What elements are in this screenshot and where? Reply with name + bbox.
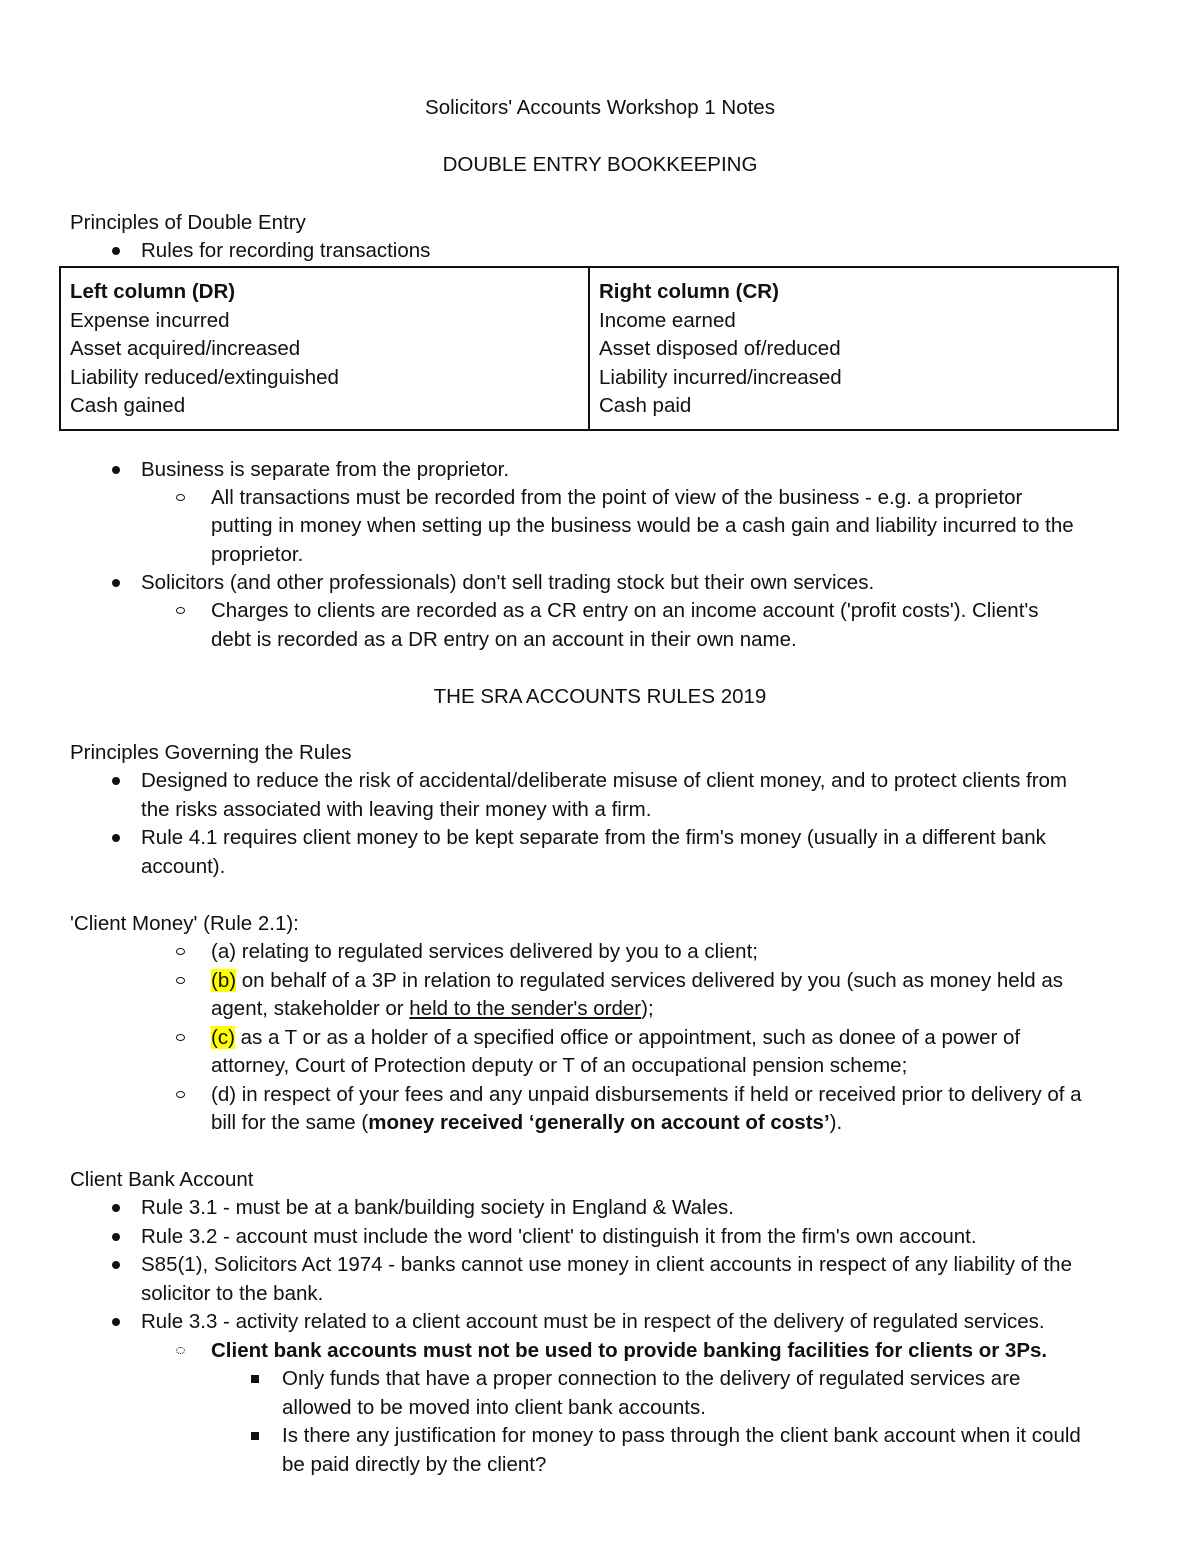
client-money-c-line1 <box>211 1024 1020 1053</box>
bullet-disc <box>112 466 120 474</box>
bullet-circle <box>176 1091 185 1098</box>
client-money-d-line1: (d) in respect of your fees and any unpaid disbursements if held or received prior to delivery of a <box>211 1083 1082 1106</box>
bullet-circle <box>176 977 185 984</box>
right-row: Income earned <box>599 308 736 332</box>
client-money-d-line2 <box>211 1109 842 1138</box>
right-column-cell <box>589 267 1118 430</box>
section-heading-double-entry: DOUBLE ENTRY BOOKKEEPING <box>442 153 758 176</box>
bullet-rule32: Rule 3.2 - account must include the word 'client' to distinguish it from the firm's own account. <box>141 1225 977 1248</box>
left-column-header: Left column (DR) <box>70 280 236 303</box>
section-heading-sra-rules: THE SRA ACCOUNTS RULES 2019 <box>433 685 767 708</box>
bullet-square <box>251 1375 259 1383</box>
subsub-only-funds-line1: Only funds that have a proper connection to the delivery of regulated services are <box>282 1367 1021 1390</box>
bullet-s85-line2: solicitor to the bank. <box>141 1282 324 1305</box>
subsub-only-funds-line2: allowed to be moved into client bank accounts. <box>282 1396 706 1419</box>
client-money-b-line1 <box>211 967 1063 996</box>
left-column-cell <box>60 267 589 430</box>
bullet-square <box>251 1432 259 1440</box>
bullet-designed-line1: Designed to reduce the risk of accidental/deliberate misuse of client money, and to protect clients from <box>141 769 1068 792</box>
subsub-justification-line2: be paid directly by the client? <box>282 1453 547 1476</box>
right-column-header: Right column (CR) <box>599 280 779 303</box>
left-row: Liability reduced/extinguished <box>70 365 339 389</box>
bullet-disc <box>112 1261 120 1269</box>
bullet-disc <box>112 834 120 842</box>
subbullet-charges-line1: Charges to clients are recorded as a CR entry on an income account ('profit costs'). Client's <box>211 599 1039 622</box>
highlight-b: (b) <box>211 969 237 992</box>
left-row: Cash gained <box>70 394 186 417</box>
bullet-business-separate: Business is separate from the proprietor. <box>141 458 510 481</box>
client-money-c-line2: attorney, Court of Protection deputy or T of an occupational pension scheme; <box>211 1054 908 1077</box>
bank-account-heading: Client Bank Account <box>70 1168 254 1191</box>
client-money-b-line2 <box>211 995 654 1024</box>
right-row: Cash paid <box>599 394 692 417</box>
client-money-d-suffix: ). <box>829 1111 843 1134</box>
bullet-designed-line2: the risks associated with leaving their money with a firm. <box>141 798 652 821</box>
subbullet-all-transactions-line1: All transactions must be recorded from the point of view of the business - e.g. a proprietor <box>211 486 1023 509</box>
left-row: Asset acquired/increased <box>70 337 301 360</box>
bullet-circle <box>176 948 185 955</box>
client-money-b-suffix: ); <box>641 997 654 1020</box>
document-title: Solicitors' Accounts Workshop 1 Notes <box>425 96 775 119</box>
subbullet-all-transactions-line2: putting in money when setting up the business would be a cash gain and liability incurred to the <box>211 514 1074 537</box>
bullet-disc <box>112 1318 120 1326</box>
client-money-d-prefix: bill for the same ( <box>211 1111 369 1134</box>
bullet-disc <box>112 1233 120 1241</box>
client-money-a: (a) relating to regulated services delivered by you to a client; <box>211 940 758 963</box>
bullet-disc <box>112 579 120 587</box>
rules-bullet-text: Rules for recording transactions <box>141 239 431 262</box>
bullet-disc <box>112 777 120 785</box>
client-money-c-text: as a T or as a holder of a specified office or appointment, such as donee of a power of <box>234 1026 1021 1049</box>
bullet-rule33: Rule 3.3 - activity related to a client account must be in respect of the delivery of regulated services. <box>141 1310 1045 1333</box>
subbullet-charges-line2: debt is recorded as a DR entry on an account in their own name. <box>211 628 797 651</box>
governing-heading: Principles Governing the Rules <box>70 741 352 764</box>
bullet-solicitors-services: Solicitors (and other professionals) don't sell trading stock but their own services. <box>141 571 875 594</box>
bullet-s85-line1: S85(1), Solicitors Act 1974 - banks cannot use money in client accounts in respect of any liability of the <box>141 1253 1072 1276</box>
bullet-disc <box>112 247 120 255</box>
dr-cr-table <box>59 266 1119 431</box>
bullet-circle <box>176 607 185 614</box>
bullet-rule41-line2: account). <box>141 855 226 878</box>
right-row: Liability incurred/increased <box>599 365 842 389</box>
client-money-b-text: on behalf of a 3P in relation to regulated services delivered by you (such as money held as <box>236 969 1064 992</box>
bullet-circle <box>176 1034 185 1041</box>
bullet-disc <box>112 1204 120 1212</box>
subbullet-all-transactions-line3: proprietor. <box>211 543 304 566</box>
highlight-c: (c) <box>211 1026 235 1049</box>
subsub-justification-line1: Is there any justification for money to pass through the client bank account when it could <box>282 1424 1081 1447</box>
principles-heading: Principles of Double Entry <box>70 211 306 234</box>
bullet-rule41-line1: Rule 4.1 requires client money to be kept separate from the firm's money (usually in a different bank <box>141 826 1046 849</box>
right-row: Asset disposed of/reduced <box>599 337 841 360</box>
client-money-heading: 'Client Money' (Rule 2.1): <box>70 912 299 935</box>
bold-on-account-of-costs: money received ‘generally on account of costs’ <box>368 1111 830 1134</box>
client-money-b-prefix: agent, stakeholder or <box>211 997 410 1020</box>
bullet-rule31: Rule 3.1 - must be at a bank/building society in England & Wales. <box>141 1196 734 1219</box>
bullet-circle <box>176 494 185 501</box>
underlined-senders-order: held to the sender's order <box>409 997 642 1020</box>
bullet-circle <box>176 1347 185 1354</box>
subbullet-no-banking-facilities: Client bank accounts must not be used to provide banking facilities for clients or 3Ps. <box>211 1339 1048 1362</box>
left-row: Expense incurred <box>70 308 230 332</box>
